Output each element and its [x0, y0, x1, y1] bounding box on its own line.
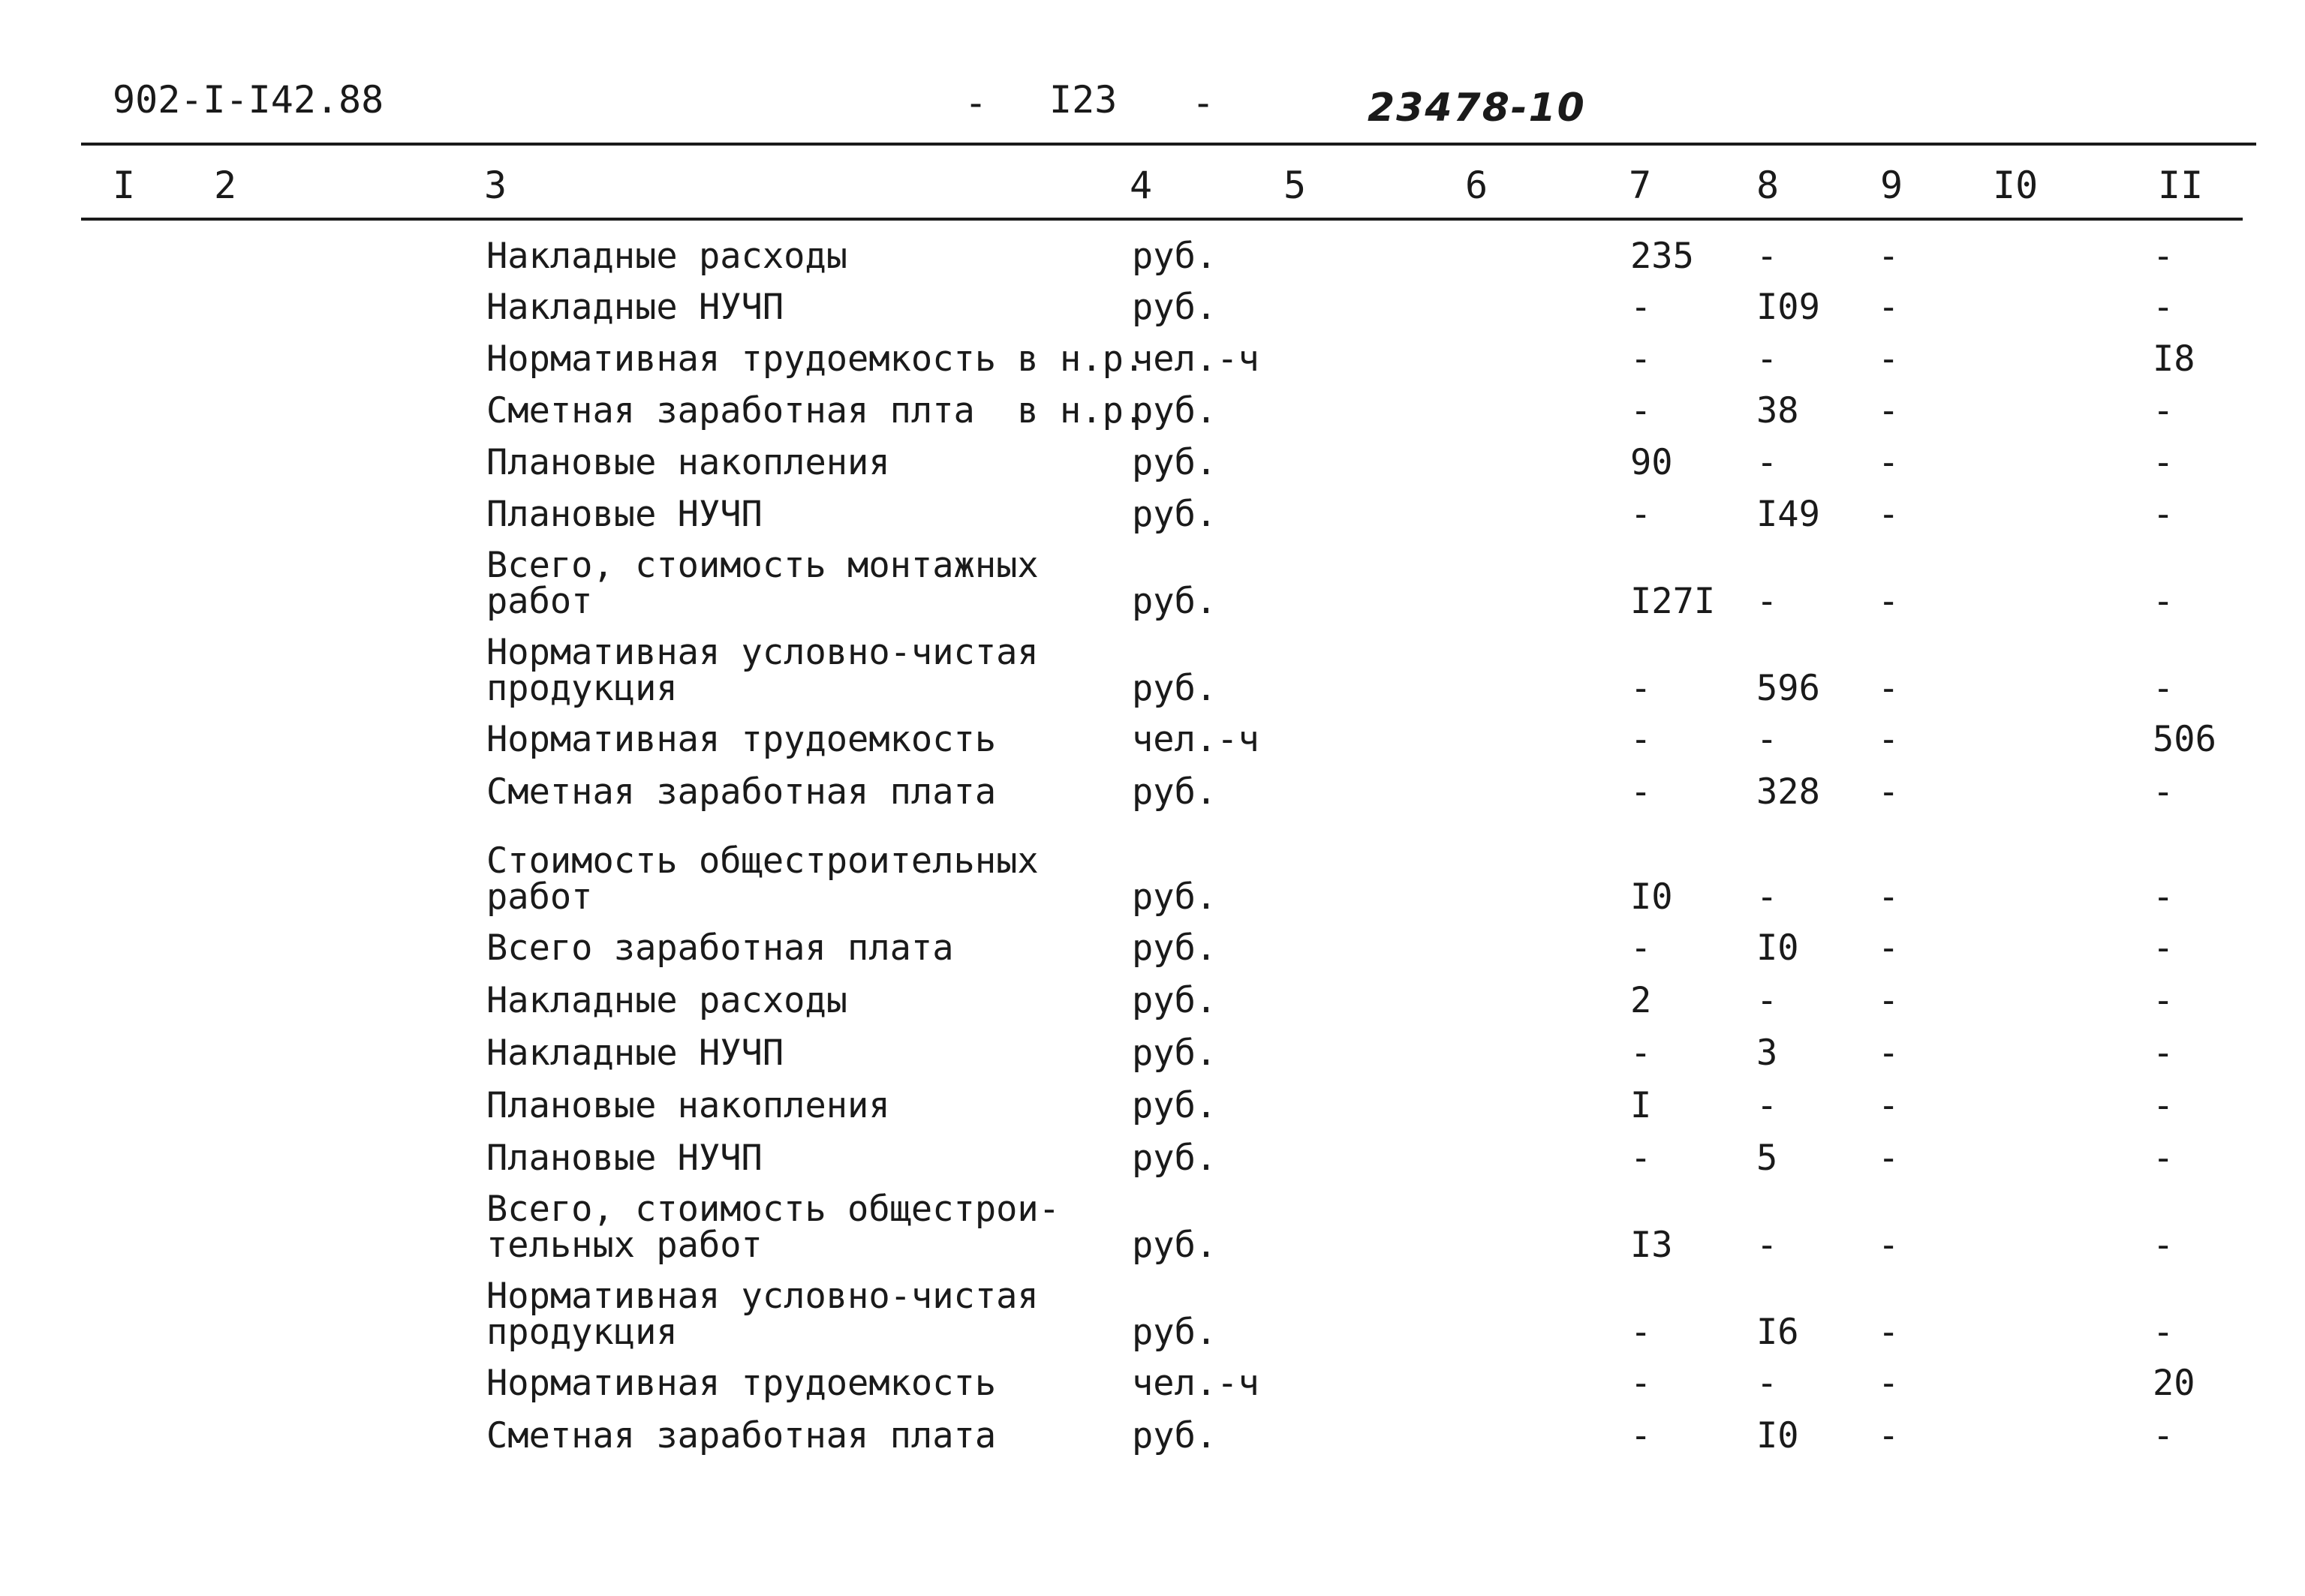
cost-cell: 90: [1630, 442, 1673, 483]
col9-cell: -: [1878, 1312, 1900, 1353]
page-number: I23: [1049, 78, 1118, 122]
cost-cell: 2: [1630, 980, 1652, 1021]
labor-cell: -: [2153, 581, 2174, 622]
labor-cell: -: [2153, 1415, 2174, 1456]
col9-cell: -: [1878, 338, 1900, 380]
column-number: 9: [1880, 164, 1903, 207]
labor-cell: -: [2153, 1225, 2174, 1266]
unit-cell: руб.: [1132, 581, 1217, 622]
column-number: 2: [214, 164, 237, 207]
item-name: Плановые накопления: [486, 442, 890, 483]
labor-cell: -: [2153, 1138, 2174, 1179]
nuchp-cell: -: [1756, 1363, 1778, 1404]
nuchp-cell: -: [1756, 236, 1778, 277]
unit-cell: руб.: [1132, 1032, 1217, 1074]
nuchp-cell: -: [1756, 338, 1778, 380]
item-name: Нормативная условно-чистая продукция: [486, 632, 1039, 709]
item-name: Нормативная трудоемкость: [486, 1363, 997, 1404]
cost-cell: -: [1630, 1138, 1652, 1179]
nuchp-cell: I49: [1756, 494, 1820, 535]
item-name: Накладные НУЧП: [486, 287, 784, 328]
item-name: Накладные НУЧП: [486, 1032, 784, 1074]
nuchp-cell: -: [1756, 876, 1778, 918]
nuchp-cell: 596: [1756, 668, 1820, 709]
unit-cell: чел.-ч: [1132, 1363, 1259, 1404]
column-number: 5: [1283, 164, 1307, 207]
col9-cell: -: [1878, 236, 1900, 277]
labor-cell: -: [2153, 442, 2174, 483]
col9-cell: -: [1878, 442, 1900, 483]
labor-cell: -: [2153, 1032, 2174, 1074]
column-number: I: [113, 164, 136, 207]
item-name: Накладные расходы: [486, 236, 848, 277]
cost-cell: I27I: [1630, 581, 1716, 622]
labor-cell: -: [2153, 927, 2174, 969]
nuchp-cell: 328: [1756, 771, 1820, 813]
nuchp-cell: -: [1756, 1225, 1778, 1266]
top-rule: [81, 143, 2256, 146]
unit-cell: руб.: [1132, 980, 1217, 1021]
nuchp-cell: 3: [1756, 1032, 1778, 1074]
cost-cell: -: [1630, 927, 1652, 969]
labor-cell: -: [2153, 287, 2174, 328]
column-number: 7: [1629, 164, 1652, 207]
handwritten-inventory-number: 23478-10: [1368, 86, 1586, 131]
unit-cell: руб.: [1132, 1138, 1217, 1179]
cost-cell: -: [1630, 719, 1652, 760]
nuchp-cell: I6: [1756, 1312, 1799, 1353]
unit-cell: руб.: [1132, 1225, 1217, 1266]
unit-cell: руб.: [1132, 668, 1217, 709]
document-code: 902-I-I42.88: [113, 78, 384, 122]
col9-cell: -: [1878, 980, 1900, 1021]
unit-cell: руб.: [1132, 927, 1217, 969]
page-dash-left: -: [964, 81, 988, 125]
labor-cell: -: [2153, 980, 2174, 1021]
unit-cell: руб.: [1132, 494, 1217, 535]
column-number: 3: [484, 164, 507, 207]
item-name: Накладные расходы: [486, 980, 848, 1021]
labor-cell: -: [2153, 1085, 2174, 1126]
labor-cell: 506: [2153, 719, 2216, 760]
labor-cell: -: [2153, 668, 2174, 709]
item-name: Плановые накопления: [486, 1085, 890, 1126]
column-header-rule: [81, 218, 2243, 221]
nuchp-cell: -: [1756, 980, 1778, 1021]
col9-cell: -: [1878, 287, 1900, 328]
cost-cell: -: [1630, 1415, 1652, 1456]
col9-cell: -: [1878, 771, 1900, 813]
unit-cell: чел.-ч: [1132, 719, 1259, 760]
col9-cell: -: [1878, 581, 1900, 622]
cost-cell: -: [1630, 668, 1652, 709]
nuchp-cell: -: [1756, 581, 1778, 622]
nuchp-cell: -: [1756, 442, 1778, 483]
unit-cell: руб.: [1132, 1312, 1217, 1353]
cost-cell: -: [1630, 338, 1652, 380]
col9-cell: -: [1878, 1085, 1900, 1126]
labor-cell: -: [2153, 771, 2174, 813]
column-number: 6: [1465, 164, 1488, 207]
nuchp-cell: I0: [1756, 927, 1799, 969]
cost-cell: -: [1630, 287, 1652, 328]
item-name: Всего заработная плата: [486, 927, 954, 969]
item-name: Плановые НУЧП: [486, 494, 763, 535]
col9-cell: -: [1878, 1415, 1900, 1456]
col9-cell: -: [1878, 876, 1900, 918]
item-name: Нормативная трудоемкость в н.р.: [486, 338, 1145, 380]
item-name: Плановые НУЧП: [486, 1138, 763, 1179]
column-number: II: [2158, 164, 2204, 207]
labor-cell: -: [2153, 1312, 2174, 1353]
labor-cell: I8: [2153, 338, 2195, 380]
item-name: Сметная заработная плата: [486, 1415, 997, 1456]
col9-cell: -: [1878, 1225, 1900, 1266]
item-name: Сметная заработная плата: [486, 771, 997, 813]
nuchp-cell: -: [1756, 1085, 1778, 1126]
col9-cell: -: [1878, 719, 1900, 760]
nuchp-cell: 5: [1756, 1138, 1778, 1179]
item-name: Всего, стоимость общестрои- тельных работ: [486, 1189, 1061, 1266]
page-dash-right: -: [1192, 81, 1215, 125]
col9-cell: -: [1878, 494, 1900, 535]
unit-cell: чел.-ч: [1132, 338, 1259, 380]
cost-cell: -: [1630, 390, 1652, 431]
item-name: Сметная заработная плта в н.р.: [486, 390, 1145, 431]
col9-cell: -: [1878, 1138, 1900, 1179]
labor-cell: -: [2153, 494, 2174, 535]
col9-cell: -: [1878, 1363, 1900, 1404]
unit-cell: руб.: [1132, 390, 1217, 431]
unit-cell: руб.: [1132, 442, 1217, 483]
cost-cell: I: [1630, 1085, 1652, 1126]
unit-cell: руб.: [1132, 771, 1217, 813]
unit-cell: руб.: [1132, 1085, 1217, 1126]
column-number: I0: [1993, 164, 2039, 207]
cost-cell: I3: [1630, 1225, 1673, 1266]
labor-cell: -: [2153, 876, 2174, 918]
cost-cell: -: [1630, 1363, 1652, 1404]
col9-cell: -: [1878, 668, 1900, 709]
unit-cell: руб.: [1132, 236, 1217, 277]
unit-cell: руб.: [1132, 1415, 1217, 1456]
col9-cell: -: [1878, 390, 1900, 431]
labor-cell: 20: [2153, 1363, 2195, 1404]
cost-cell: -: [1630, 494, 1652, 535]
labor-cell: -: [2153, 390, 2174, 431]
unit-cell: руб.: [1132, 876, 1217, 918]
nuchp-cell: 38: [1756, 390, 1799, 431]
column-number: 4: [1130, 164, 1153, 207]
nuchp-cell: I09: [1756, 287, 1820, 328]
labor-cell: -: [2153, 236, 2174, 277]
cost-cell: -: [1630, 771, 1652, 813]
cost-cell: 235: [1630, 236, 1694, 277]
item-name: Нормативная трудоемкость: [486, 719, 997, 760]
item-name: Стоимость общестроительных работ: [486, 840, 1039, 918]
nuchp-cell: -: [1756, 719, 1778, 760]
nuchp-cell: I0: [1756, 1415, 1799, 1456]
unit-cell: руб.: [1132, 287, 1217, 328]
cost-cell: -: [1630, 1032, 1652, 1074]
item-name: Всего, стоимость монтажных работ: [486, 545, 1039, 622]
cost-cell: -: [1630, 1312, 1652, 1353]
column-number: 8: [1756, 164, 1780, 207]
cost-cell: I0: [1630, 876, 1673, 918]
item-name: Нормативная условно-чистая продукция: [486, 1276, 1039, 1353]
col9-cell: -: [1878, 927, 1900, 969]
col9-cell: -: [1878, 1032, 1900, 1074]
